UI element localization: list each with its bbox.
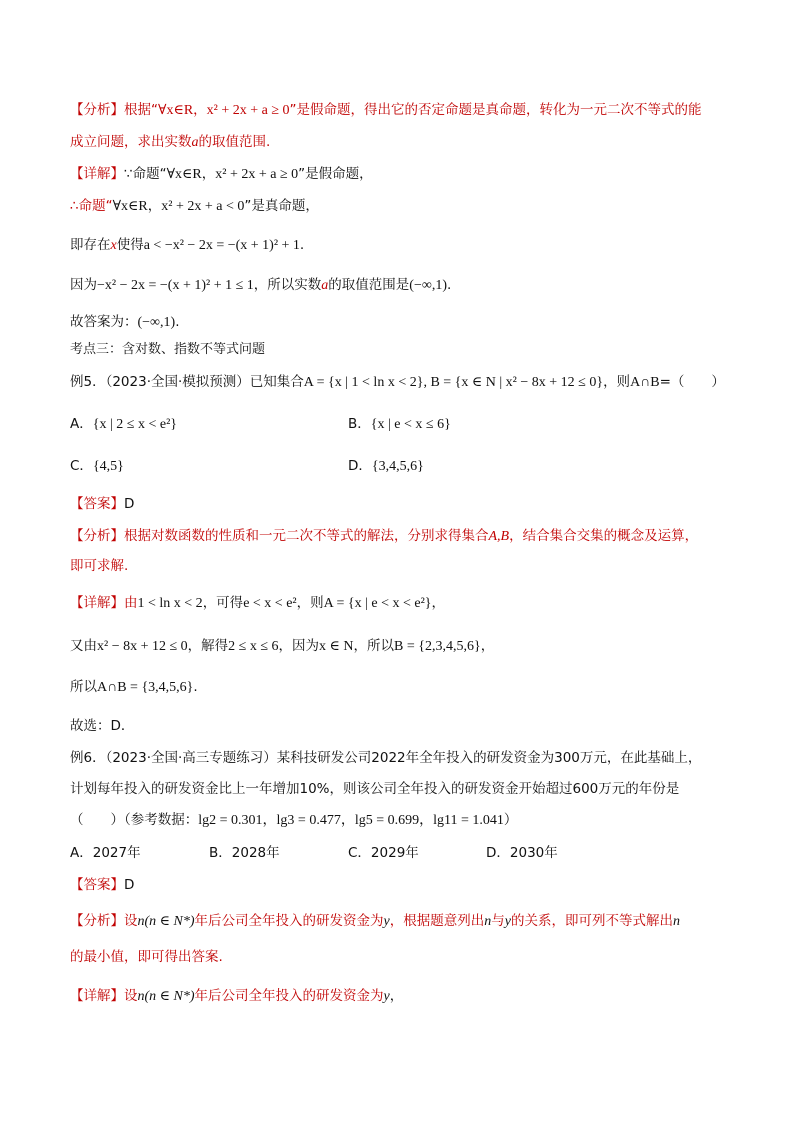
detail-line-4 bbox=[70, 275, 451, 296]
section-heading: 考点三：含对数、指数不等式问题 bbox=[70, 342, 266, 357]
text: 成立问题，求出实数 bbox=[70, 134, 192, 150]
option-a bbox=[70, 414, 177, 435]
text: ） bbox=[503, 812, 518, 828]
option-b: B．2028年 bbox=[209, 845, 280, 861]
text: （ ）（参考数据： bbox=[70, 812, 199, 828]
math: x² − 8x + 12 ≤ 0 bbox=[97, 639, 188, 654]
text: ， bbox=[147, 198, 162, 214]
math: B = {2,3,4,5,6} bbox=[394, 639, 481, 654]
text: ， bbox=[480, 638, 495, 654]
text: 与 bbox=[491, 913, 505, 929]
text: C． bbox=[70, 458, 93, 474]
math: 2 ≤ x ≤ 6 bbox=[228, 639, 279, 654]
example-6-analysis-2 bbox=[70, 947, 223, 967]
math: −x² − 2x = −(x + 1)² + 1 ≤ 1 bbox=[97, 278, 254, 293]
text: D bbox=[124, 496, 135, 512]
text: D． bbox=[348, 458, 372, 474]
text: 设 bbox=[124, 988, 138, 1004]
text: ∵命题“ bbox=[124, 166, 167, 182]
option-b bbox=[348, 414, 451, 435]
example-6-analysis-1 bbox=[70, 911, 680, 932]
text: 使得 bbox=[116, 237, 144, 253]
math: y bbox=[383, 989, 390, 1004]
math: a < −x² − 2x = −(x + 1)² + 1 bbox=[143, 238, 300, 253]
detail-tag: 【详解】 bbox=[70, 595, 124, 611]
text: 根据“ bbox=[124, 102, 158, 118]
option-c: C．2029年 bbox=[348, 845, 419, 861]
math: y bbox=[383, 914, 390, 929]
example-5-answer bbox=[70, 494, 134, 514]
text: ，因为 bbox=[278, 638, 320, 654]
math: x ∈ N bbox=[319, 639, 354, 654]
math: 1 < ln x < 2 bbox=[137, 596, 203, 611]
example-6-stem-2: 计划每年投入的研发资金比上一年增加10%，则该公司全年投入的研发资金开始超过600万元的年份是 bbox=[70, 781, 680, 797]
text: =（ ） bbox=[659, 374, 725, 390]
text: ，所以实数 bbox=[253, 277, 322, 293]
option-d: D．2030年 bbox=[486, 845, 558, 861]
option-a: A．2027年 bbox=[70, 845, 141, 861]
detail-tag: 【详解】 bbox=[70, 166, 124, 182]
analysis-tag: 【分析】 bbox=[70, 913, 124, 929]
text: ， bbox=[193, 102, 207, 118]
option-c bbox=[70, 456, 124, 477]
text: 即存在 bbox=[70, 237, 111, 253]
math: a bbox=[321, 278, 329, 293]
text: 即可求解. bbox=[70, 558, 129, 574]
example-5-detail-2 bbox=[70, 636, 494, 657]
option-d bbox=[348, 456, 424, 477]
detail-line-3 bbox=[70, 235, 304, 256]
text: ，根据题意列出 bbox=[389, 913, 485, 929]
text: D bbox=[124, 877, 135, 893]
example-6-stem-3 bbox=[70, 810, 517, 831]
analysis-line-1 bbox=[70, 100, 702, 121]
text: 的关系，即可列不等式解出 bbox=[510, 913, 673, 929]
text: 的取值范围. bbox=[198, 134, 271, 150]
example-5-analysis-2 bbox=[70, 556, 128, 576]
text: ”是假命题，得出它的否定命题是真命题，转化为一元二次不等式的能 bbox=[289, 102, 702, 118]
text: 的最小值，即可得出答案. bbox=[70, 949, 223, 965]
text: ∴命题“ bbox=[70, 198, 113, 214]
example-6-detail-1 bbox=[70, 986, 403, 1007]
example-5-choose: 故选：D． bbox=[70, 718, 135, 734]
text: 例5．（2023·全国·模拟预测）已知集合 bbox=[70, 374, 304, 390]
text: 所以 bbox=[70, 679, 97, 695]
answer-tag: 【答案】 bbox=[70, 496, 124, 512]
math: {x | e < x ≤ 6} bbox=[370, 417, 451, 432]
math: A,B bbox=[488, 529, 510, 544]
math: A∩B = {3,4,5,6} bbox=[97, 680, 194, 695]
text: ，所以 bbox=[353, 638, 395, 654]
text: ， bbox=[389, 988, 404, 1004]
example-5-analysis-1 bbox=[70, 526, 698, 547]
text: . bbox=[175, 314, 180, 330]
text: . bbox=[446, 277, 452, 293]
detail-tag: 【详解】 bbox=[70, 988, 124, 1004]
math: {x | 2 ≤ x < e²} bbox=[92, 417, 177, 432]
text: 又由 bbox=[70, 638, 97, 654]
text: 的取值范围是 bbox=[328, 277, 410, 293]
text: ， bbox=[201, 166, 216, 182]
text: 年后公司全年投入的研发资金为 bbox=[194, 913, 384, 929]
math: ∀x∈R bbox=[112, 199, 148, 214]
math: n bbox=[484, 914, 492, 929]
text: ，则 bbox=[296, 595, 324, 611]
math: A = {x | 1 < ln x < 2}, B = {x ∈ N | x² − 8x + 12 ≤ 0} bbox=[303, 375, 604, 390]
math: A∩B bbox=[630, 375, 660, 390]
text: ”是假命题， bbox=[298, 166, 373, 182]
text: ，结合集合交集的概念及运算， bbox=[509, 528, 699, 544]
math: ∀x∈R bbox=[158, 103, 194, 118]
example-5-detail-3 bbox=[70, 677, 198, 698]
example-5-stem bbox=[70, 372, 725, 393]
example-6-answer bbox=[70, 875, 134, 895]
text: ”是真命题， bbox=[244, 198, 319, 214]
text: ，可得 bbox=[202, 595, 244, 611]
math: n(n ∈ N*) bbox=[137, 989, 195, 1004]
analysis-tag: 【分析】 bbox=[70, 102, 124, 118]
math: A = {x | e < x < e²} bbox=[323, 596, 432, 611]
answer-line bbox=[70, 312, 180, 333]
math: x² + 2x + a < 0 bbox=[161, 199, 245, 214]
text: 因为 bbox=[70, 277, 97, 293]
math: e < x < e² bbox=[243, 596, 297, 611]
math: (−∞,1) bbox=[409, 278, 447, 293]
math: {3,4,5,6} bbox=[371, 459, 424, 474]
math: a bbox=[191, 135, 199, 150]
text: 设 bbox=[124, 913, 138, 929]
math: ∀x∈R bbox=[166, 167, 202, 182]
text: 根据对数函数的性质和一元二次不等式的解法，分别求得集合 bbox=[124, 528, 489, 544]
text: 故答案为： bbox=[70, 314, 138, 330]
text: ，则 bbox=[603, 374, 631, 390]
math: x bbox=[110, 238, 117, 253]
analysis-line-2 bbox=[70, 132, 270, 153]
text: 年后公司全年投入的研发资金为 bbox=[194, 988, 384, 1004]
analysis-tag: 【分析】 bbox=[70, 528, 124, 544]
math: x² + 2x + a ≥ 0 bbox=[206, 103, 290, 118]
example-6-stem-1: 例6．（2023·全国·高三专题练习）某科技研发公司2022年全年投入的研发资金为300万元，在此基础上， bbox=[70, 750, 702, 766]
math: (−∞,1) bbox=[137, 315, 176, 330]
math: x² + 2x + a ≥ 0 bbox=[215, 167, 299, 182]
text: . bbox=[299, 237, 305, 253]
detail-line-2 bbox=[70, 196, 319, 217]
text: ， bbox=[431, 595, 446, 611]
text: 由 bbox=[124, 595, 138, 611]
answer-tag: 【答案】 bbox=[70, 877, 124, 893]
math: y bbox=[504, 914, 511, 929]
math: {4,5} bbox=[92, 459, 124, 474]
detail-line-1 bbox=[70, 164, 373, 185]
text: B． bbox=[348, 416, 371, 432]
example-5-detail-1 bbox=[70, 593, 445, 614]
text: ，解得 bbox=[187, 638, 229, 654]
text: . bbox=[193, 679, 198, 695]
math: n(n ∈ N*) bbox=[137, 914, 195, 929]
math: n bbox=[672, 914, 680, 929]
math: lg2 = 0.301，lg3 = 0.477，lg5 = 0.699，lg11 = 1.041 bbox=[198, 813, 504, 828]
text: A． bbox=[70, 416, 93, 432]
